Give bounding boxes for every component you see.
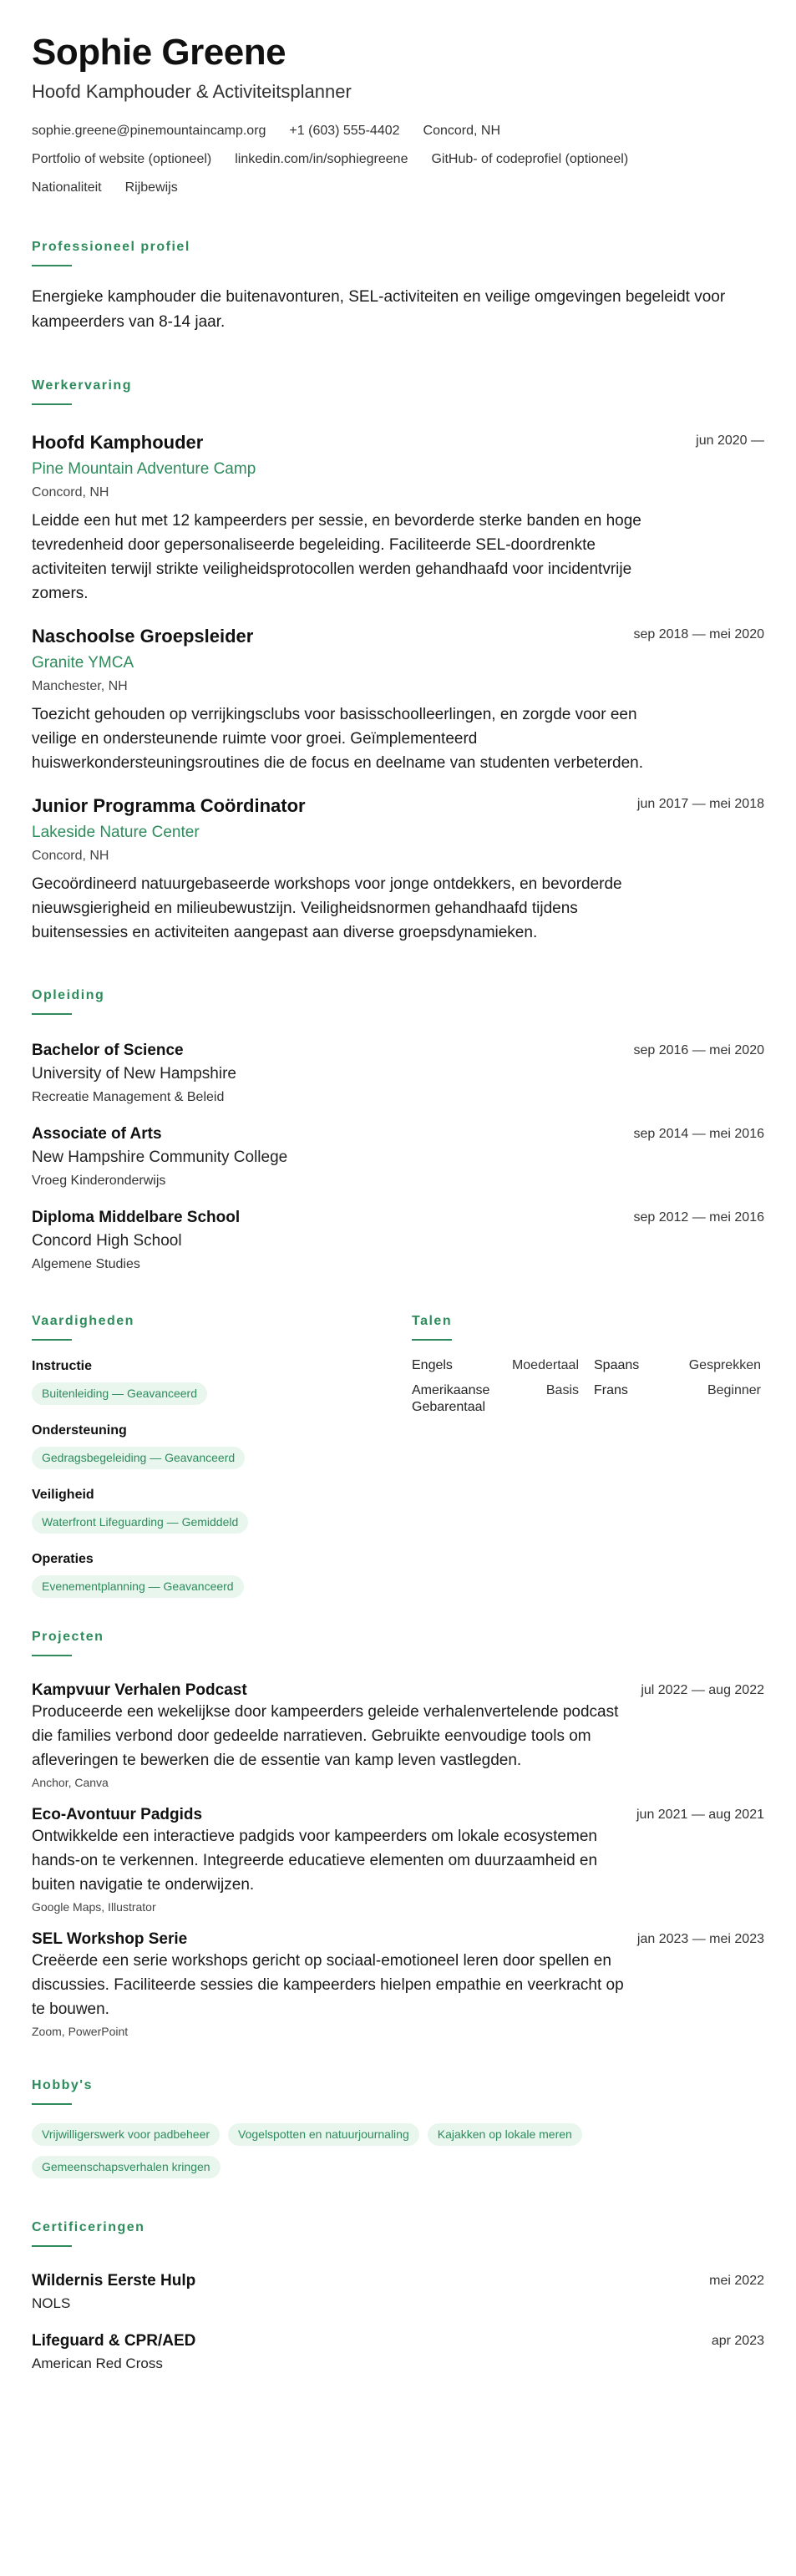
contact-github[interactable]: GitHub- of codeprofiel (optioneel) <box>431 151 629 166</box>
contact-drivers-license: Rijbewijs <box>124 180 178 195</box>
certification-issuer: NOLS <box>32 2295 71 2311</box>
education-degree: Bachelor of Science <box>32 1041 184 1059</box>
experience-section <box>32 378 764 945</box>
section-rule <box>32 1339 72 1341</box>
summary-text: Energieke kamphouder die buitenavonturen, SEL-activiteiten en veilige omgevingen begeleidt voor kampeerders van 8-14 jaar. <box>32 287 726 331</box>
skills-languages-row <box>32 1314 764 1598</box>
project-title: Kampvuur Verhalen Podcast <box>32 1681 247 1699</box>
education-field: Recreatie Management & Beleid <box>32 1089 225 1104</box>
skill-category: Operaties <box>32 1551 94 1566</box>
resume-header <box>32 32 764 196</box>
candidate-headline: Hoofd Kamphouder & Activiteitsplanner <box>32 80 352 102</box>
language-name: Spaans <box>594 1357 640 1372</box>
experience-item <box>32 626 764 775</box>
education-school: Concord High School <box>32 1231 182 1250</box>
contact-nationality: Nationaliteit <box>32 180 102 195</box>
contact-linkedin[interactable]: linkedin.com/in/sophiegreene <box>235 151 408 166</box>
project-title: SEL Workshop Serie <box>32 1929 188 1948</box>
education-date: sep 2012 — mei 2016 <box>633 1209 764 1225</box>
projects-section <box>32 1630 764 2038</box>
section-rule <box>412 1339 452 1341</box>
hobby-pill: Vrijwilligerswerk voor padbeheer <box>32 2123 220 2146</box>
education-field: Algemene Studies <box>32 1256 140 1271</box>
summary-section <box>32 240 764 335</box>
language-name: Amerikaanse Gebarentaal <box>412 1382 490 1414</box>
skills-section <box>32 1314 412 1598</box>
education-item <box>32 1125 764 1189</box>
education-item <box>32 1209 764 1272</box>
project-title: Eco-Avontuur Padgids <box>32 1805 203 1823</box>
section-rule <box>32 1013 72 1015</box>
language-item <box>594 1382 761 1416</box>
language-item <box>594 1357 761 1374</box>
job-description: Toezicht gehouden op verrijkingsclubs voor basisschoolleerlingen, en zorgde voor een veilige en ondersteunende ruimte voor groei. Geïmplementeerd huiswerkondersteuningsroutines die de focus en deelname van studenten verbeterden. <box>32 705 643 772</box>
project-date: jun 2021 — aug 2021 <box>636 1807 764 1822</box>
certification-item <box>32 2272 764 2312</box>
education-section <box>32 988 764 1272</box>
skill-pill: Evenementplanning — Geavanceerd <box>32 1575 244 1598</box>
certification-issuer: American Red Cross <box>32 2355 163 2371</box>
hobby-pill: Gemeenschapsverhalen kringen <box>32 2156 221 2178</box>
section-title-education: Opleiding <box>32 987 105 1002</box>
project-tech: Anchor, Canva <box>32 1775 109 1789</box>
candidate-name: Sophie Greene <box>32 32 286 73</box>
section-rule <box>32 1655 72 1656</box>
job-location: Manchester, NH <box>32 678 128 693</box>
job-title: Naschoolse Groepsleider <box>32 625 254 647</box>
language-level: Beginner <box>707 1382 761 1397</box>
skill-category: Veiligheid <box>32 1487 94 1502</box>
language-item <box>412 1382 579 1416</box>
language-level: Gesprekken <box>688 1357 761 1372</box>
project-date: jul 2022 — aug 2022 <box>641 1682 764 1697</box>
section-title-projects: Projecten <box>32 1629 104 1644</box>
language-level: Moedertaal <box>511 1357 579 1372</box>
job-date: jun 2020 — <box>696 433 764 448</box>
contact-row <box>32 180 764 196</box>
contact-phone[interactable]: +1 (603) 555-4402 <box>289 123 400 138</box>
skill-pill: Gedragsbegeleiding — Geavanceerd <box>32 1447 245 1469</box>
skill-group <box>32 1488 412 1534</box>
certification-date: mei 2022 <box>709 2273 764 2288</box>
section-title-experience: Werkervaring <box>32 378 132 393</box>
contact-location: Concord, NH <box>423 123 501 138</box>
section-title-summary: Professioneel profiel <box>32 239 190 254</box>
hobby-pill: Kajakken op lokale meren <box>428 2123 582 2146</box>
certification-name: Lifeguard & CPR/AED <box>32 2331 196 2350</box>
section-rule <box>32 2245 72 2247</box>
hobby-list <box>32 2123 667 2188</box>
skill-group <box>32 1552 412 1598</box>
job-company: Pine Mountain Adventure Camp <box>32 459 256 478</box>
project-item <box>32 1806 764 1914</box>
project-item <box>32 1681 764 1789</box>
education-degree: Associate of Arts <box>32 1124 162 1143</box>
project-description: Creëerde een serie workshops gericht op sociaal-emotioneel leren door spellen en discussies. Faciliteerde sessies die kampeerders hielpen empathie en veerkracht op te bouwen. <box>32 1951 624 2018</box>
contact-portfolio[interactable]: Portfolio of website (optioneel) <box>32 151 212 166</box>
certification-date: apr 2023 <box>711 2333 764 2348</box>
education-degree: Diploma Middelbare School <box>32 1208 241 1226</box>
job-title: Hoofd Kamphouder <box>32 431 204 453</box>
languages-section <box>412 1314 763 1598</box>
education-field: Vroeg Kinderonderwijs <box>32 1173 166 1188</box>
education-date: sep 2016 — mei 2020 <box>633 1042 764 1057</box>
job-description: Leidde een hut met 12 kampeerders per sessie, en bevorderde sterke banden en hoge tevredenheid door gepersonaliseerde begeleiding. Faciliteerde SEL-doordrenkte activiteiten terwijl strikte veiligheidsprotocollen werden gehandhaafd voor incidentvrije zomers. <box>32 511 641 602</box>
contact-row <box>32 123 764 139</box>
languages-grid <box>412 1357 763 1416</box>
hobbies-section <box>32 2078 764 2188</box>
language-item <box>412 1357 579 1374</box>
section-rule <box>32 2103 72 2105</box>
job-location: Concord, NH <box>32 484 109 499</box>
project-tech: Google Maps, Illustrator <box>32 1899 156 1914</box>
language-level: Basis <box>545 1382 579 1397</box>
project-tech: Zoom, PowerPoint <box>32 2024 129 2038</box>
hobby-pill: Vogelspotten en natuurjournaling <box>228 2123 419 2146</box>
language-name: Engels <box>412 1357 453 1372</box>
skill-group <box>32 1423 412 1469</box>
job-company: Granite YMCA <box>32 653 134 672</box>
section-title-hobbies: Hobby's <box>32 2077 93 2092</box>
section-rule <box>32 265 72 266</box>
skill-group <box>32 1359 412 1405</box>
job-company: Lakeside Nature Center <box>32 823 200 841</box>
project-item <box>32 1930 764 2038</box>
section-rule <box>32 403 72 405</box>
experience-item <box>32 432 764 606</box>
section-title-certifications: Certificeringen <box>32 2219 145 2234</box>
job-date: sep 2018 — mei 2020 <box>633 626 764 641</box>
experience-item <box>32 795 764 945</box>
section-title-skills: Vaardigheden <box>32 1313 134 1328</box>
project-description: Produceerde een wekelijkse door kampeerders geleide verhalenvertelende podcast die families verbond door gedeelde narratieven. Gebruikte eenvoudige tools om afleveringen te bewerken die de essentie van kamp leven vastlegden. <box>32 1702 619 1769</box>
contact-row <box>32 151 764 168</box>
certifications-section <box>32 2220 764 2372</box>
contact-email[interactable]: sophie.greene@pinemountaincamp.org <box>32 123 266 138</box>
job-description: Gecoördineerd natuurgebaseerde workshops voor jonge ontdekkers, en bevorderde nieuwsgierigheid en milieubewustzijn. Veiligheidsnormen gehandhaafd tijdens buitensessies en activiteiten aangepast aan diverse groepsdynamieken. <box>32 875 622 941</box>
education-date: sep 2014 — mei 2016 <box>633 1126 764 1141</box>
skill-pill: Waterfront Lifeguarding — Gemiddeld <box>32 1511 248 1534</box>
education-item <box>32 1042 764 1105</box>
job-location: Concord, NH <box>32 848 109 863</box>
certification-name: Wildernis Eerste Hulp <box>32 2271 196 2289</box>
job-date: jun 2017 — mei 2018 <box>636 796 764 811</box>
project-date: jan 2023 — mei 2023 <box>636 1931 764 1946</box>
certification-item <box>32 2332 764 2372</box>
section-title-languages: Talen <box>412 1313 453 1328</box>
education-school: University of New Hampshire <box>32 1064 236 1083</box>
education-school: New Hampshire Community College <box>32 1148 288 1166</box>
skill-pill: Buitenleiding — Geavanceerd <box>32 1382 207 1405</box>
project-description: Ontwikkelde een interactieve padgids voor kampeerders om lokale ecosystemen hands-on te verkennen. Integreerde educatieve elementen om duurzaamheid en buiten navigatie te onderwijzen. <box>32 1827 598 1894</box>
skill-category: Instructie <box>32 1358 93 1373</box>
job-title: Junior Programma Coördinator <box>32 794 306 816</box>
skill-category: Ondersteuning <box>32 1422 127 1438</box>
language-name: Frans <box>594 1382 628 1397</box>
